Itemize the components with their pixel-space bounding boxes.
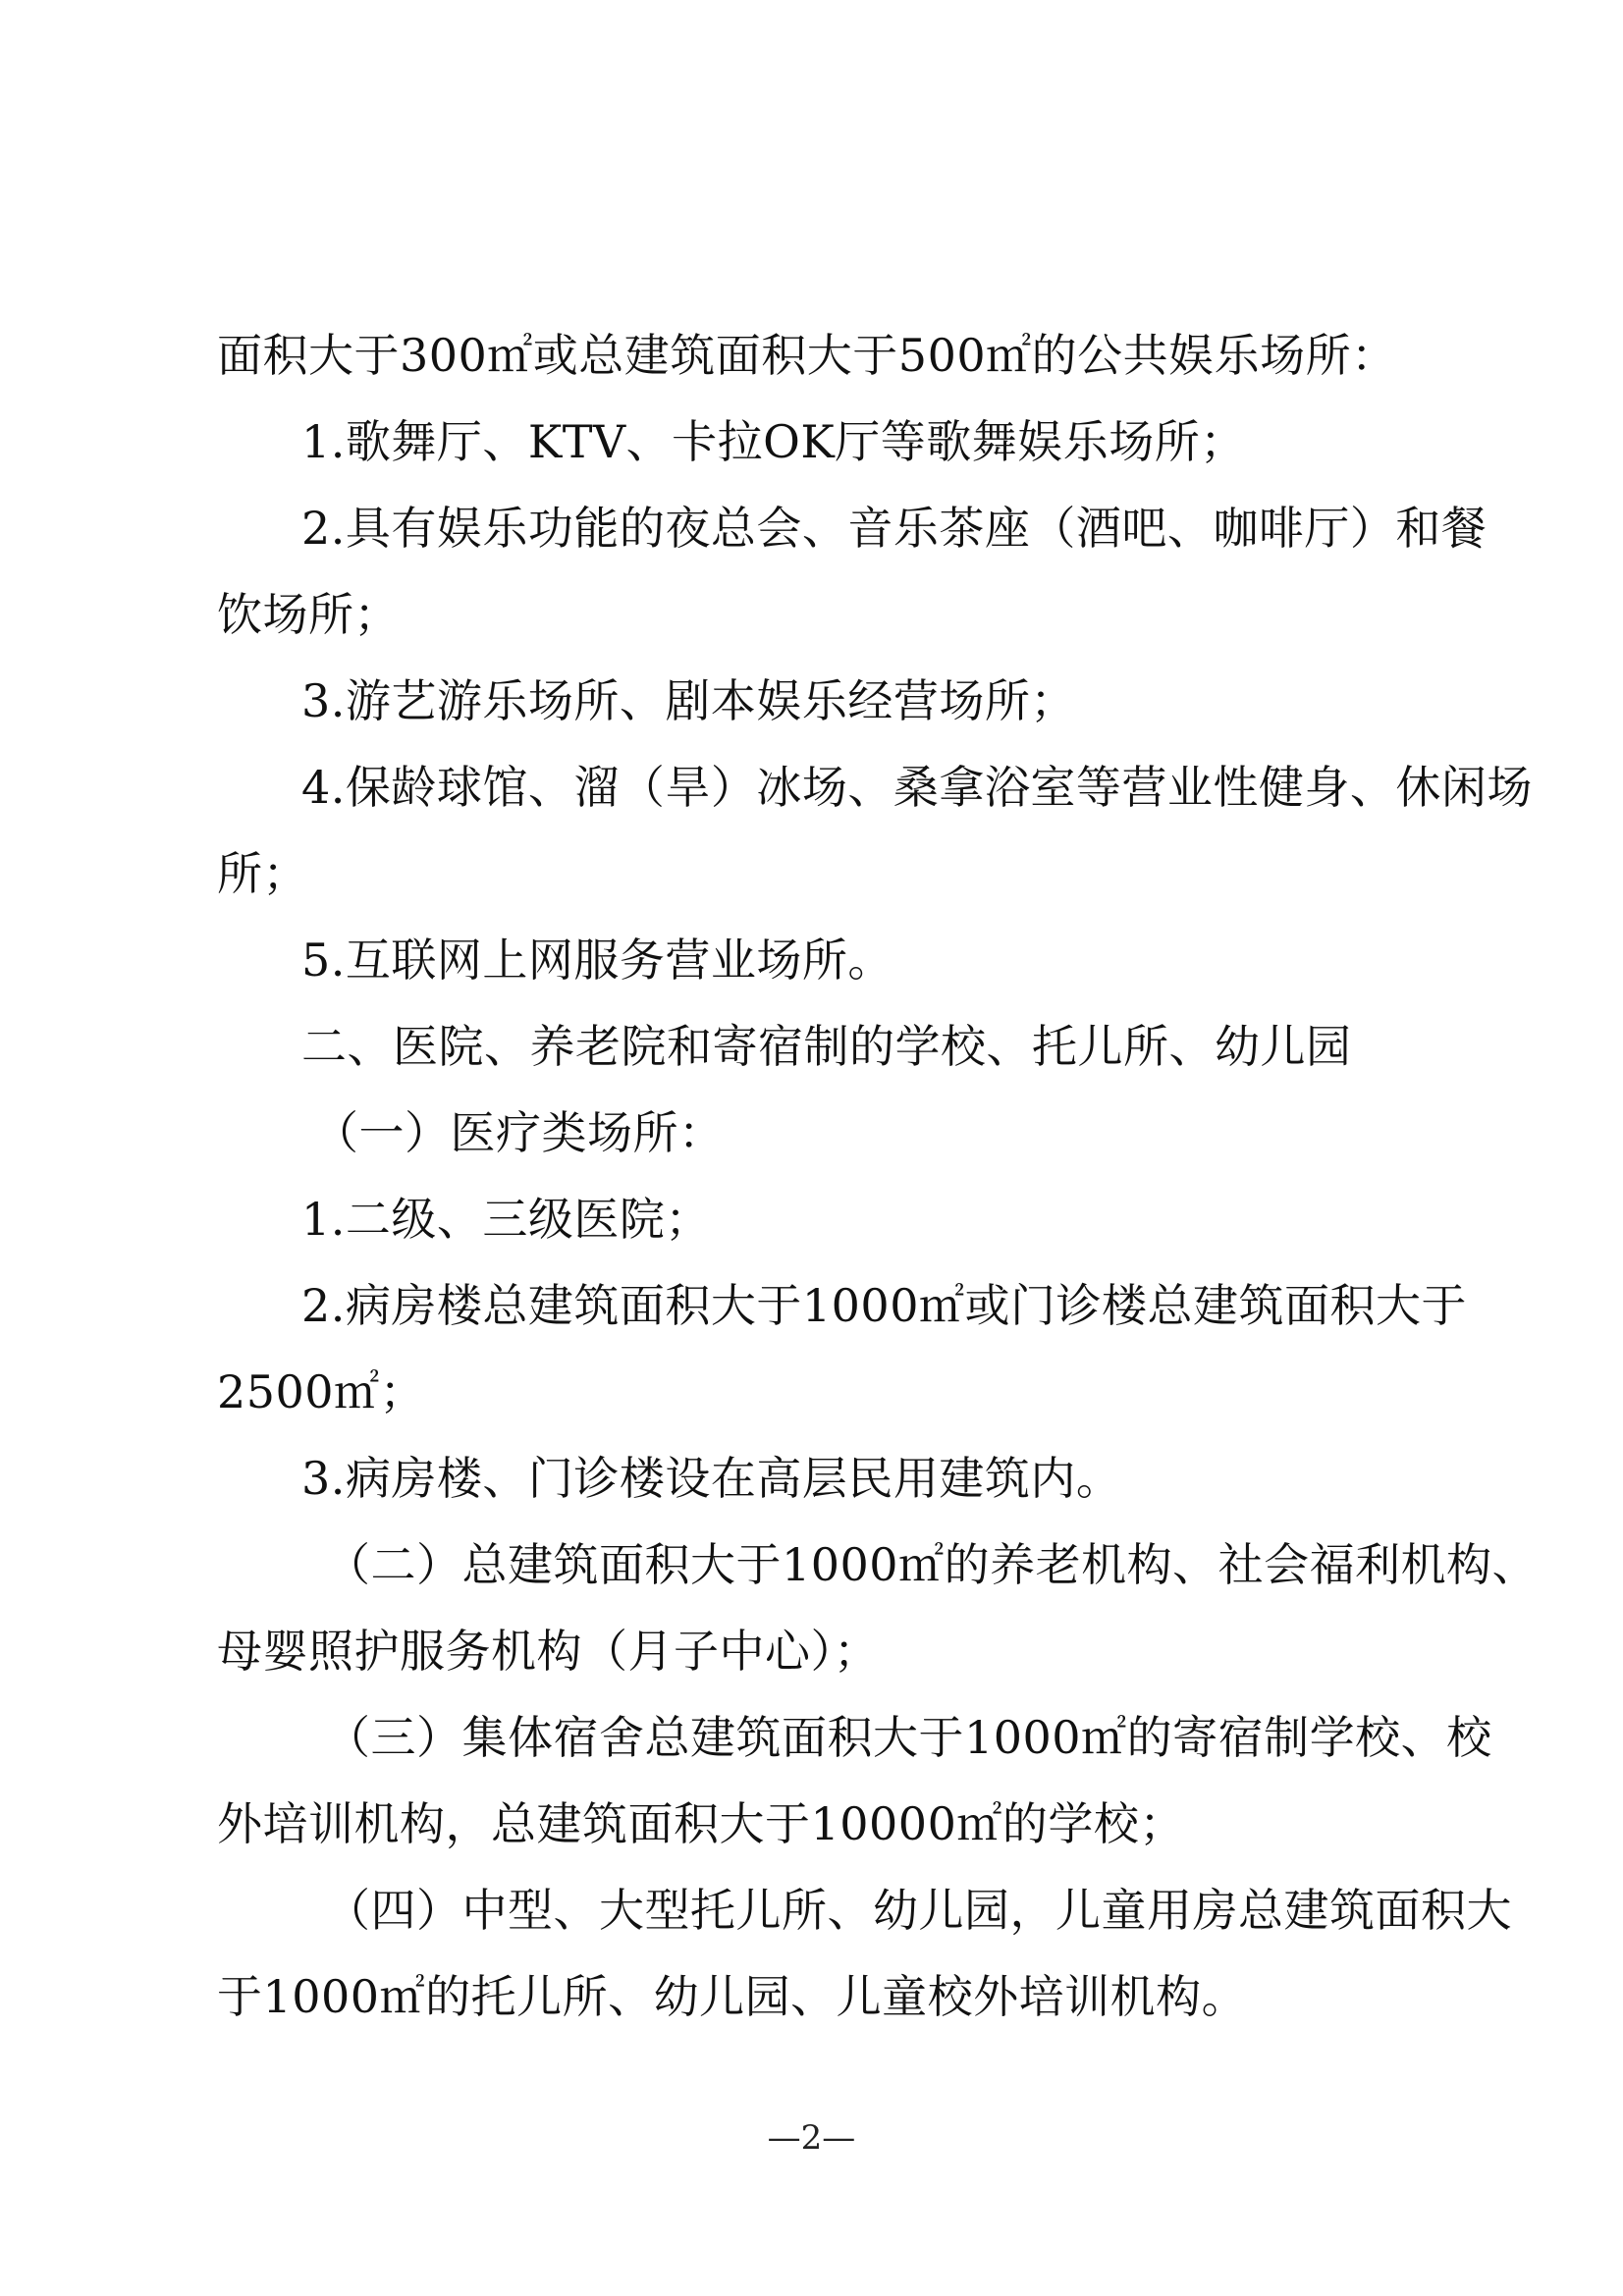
paragraph-line: 饮场所； — [217, 588, 400, 641]
list-item: 3.病房楼、门诊楼设在高层民用建筑内。 — [301, 1452, 1122, 1505]
paragraph-line: 外培训机构，总建筑面积大于10000㎡的学校； — [217, 1797, 1185, 1850]
paragraph-line: 于1000㎡的托儿所、幼儿园、儿童校外培训机构。 — [217, 1970, 1248, 2023]
list-item: 5.互联网上网服务营业场所。 — [301, 934, 893, 987]
list-item: 3.游艺游乐场所、剧本娱乐经营场所； — [301, 674, 1076, 727]
document-body — [217, 312, 1539, 2040]
subsection-item: （四）中型、大型托儿所、幼儿园，儿童用房总建筑面积大 — [325, 1884, 1512, 1937]
section-heading: 二、医院、养老院和寄宿制的学校、托儿所、幼儿园 — [301, 1020, 1352, 1073]
paragraph-line: 2500㎡； — [217, 1365, 426, 1418]
subsection-item: （三）集体宿舍总建筑面积大于1000㎡的寄宿制学校、校 — [325, 1711, 1492, 1764]
paragraph-line: 所； — [217, 847, 308, 900]
list-item: 4.保龄球馆、溜（旱）冰场、桑拿浴室等营业性健身、休闲场 — [301, 761, 1533, 814]
list-item: 2.具有娱乐功能的夜总会、音乐茶座（酒吧、咖啡厅）和餐 — [301, 502, 1488, 555]
paragraph-line: 面积大于300㎡或总建筑面积大于500㎡的公共娱乐场所： — [217, 329, 1397, 382]
list-item: 1.歌舞厅、KTV、卡拉OK厅等歌舞娱乐场所； — [301, 415, 1246, 468]
subsection-heading: （一）医疗类场所： — [313, 1106, 725, 1159]
list-item: 1.二级、三级医院； — [301, 1193, 711, 1246]
paragraph-line: 母婴照护服务机构（月子中心）； — [217, 1625, 880, 1678]
page-number: —2— — [767, 2118, 856, 2158]
subsection-item: （二）总建筑面积大于1000㎡的养老机构、社会福利机构、 — [325, 1538, 1539, 1591]
list-item: 2.病房楼总建筑面积大于1000㎡或门诊楼总建筑面积大于 — [301, 1279, 1467, 1332]
